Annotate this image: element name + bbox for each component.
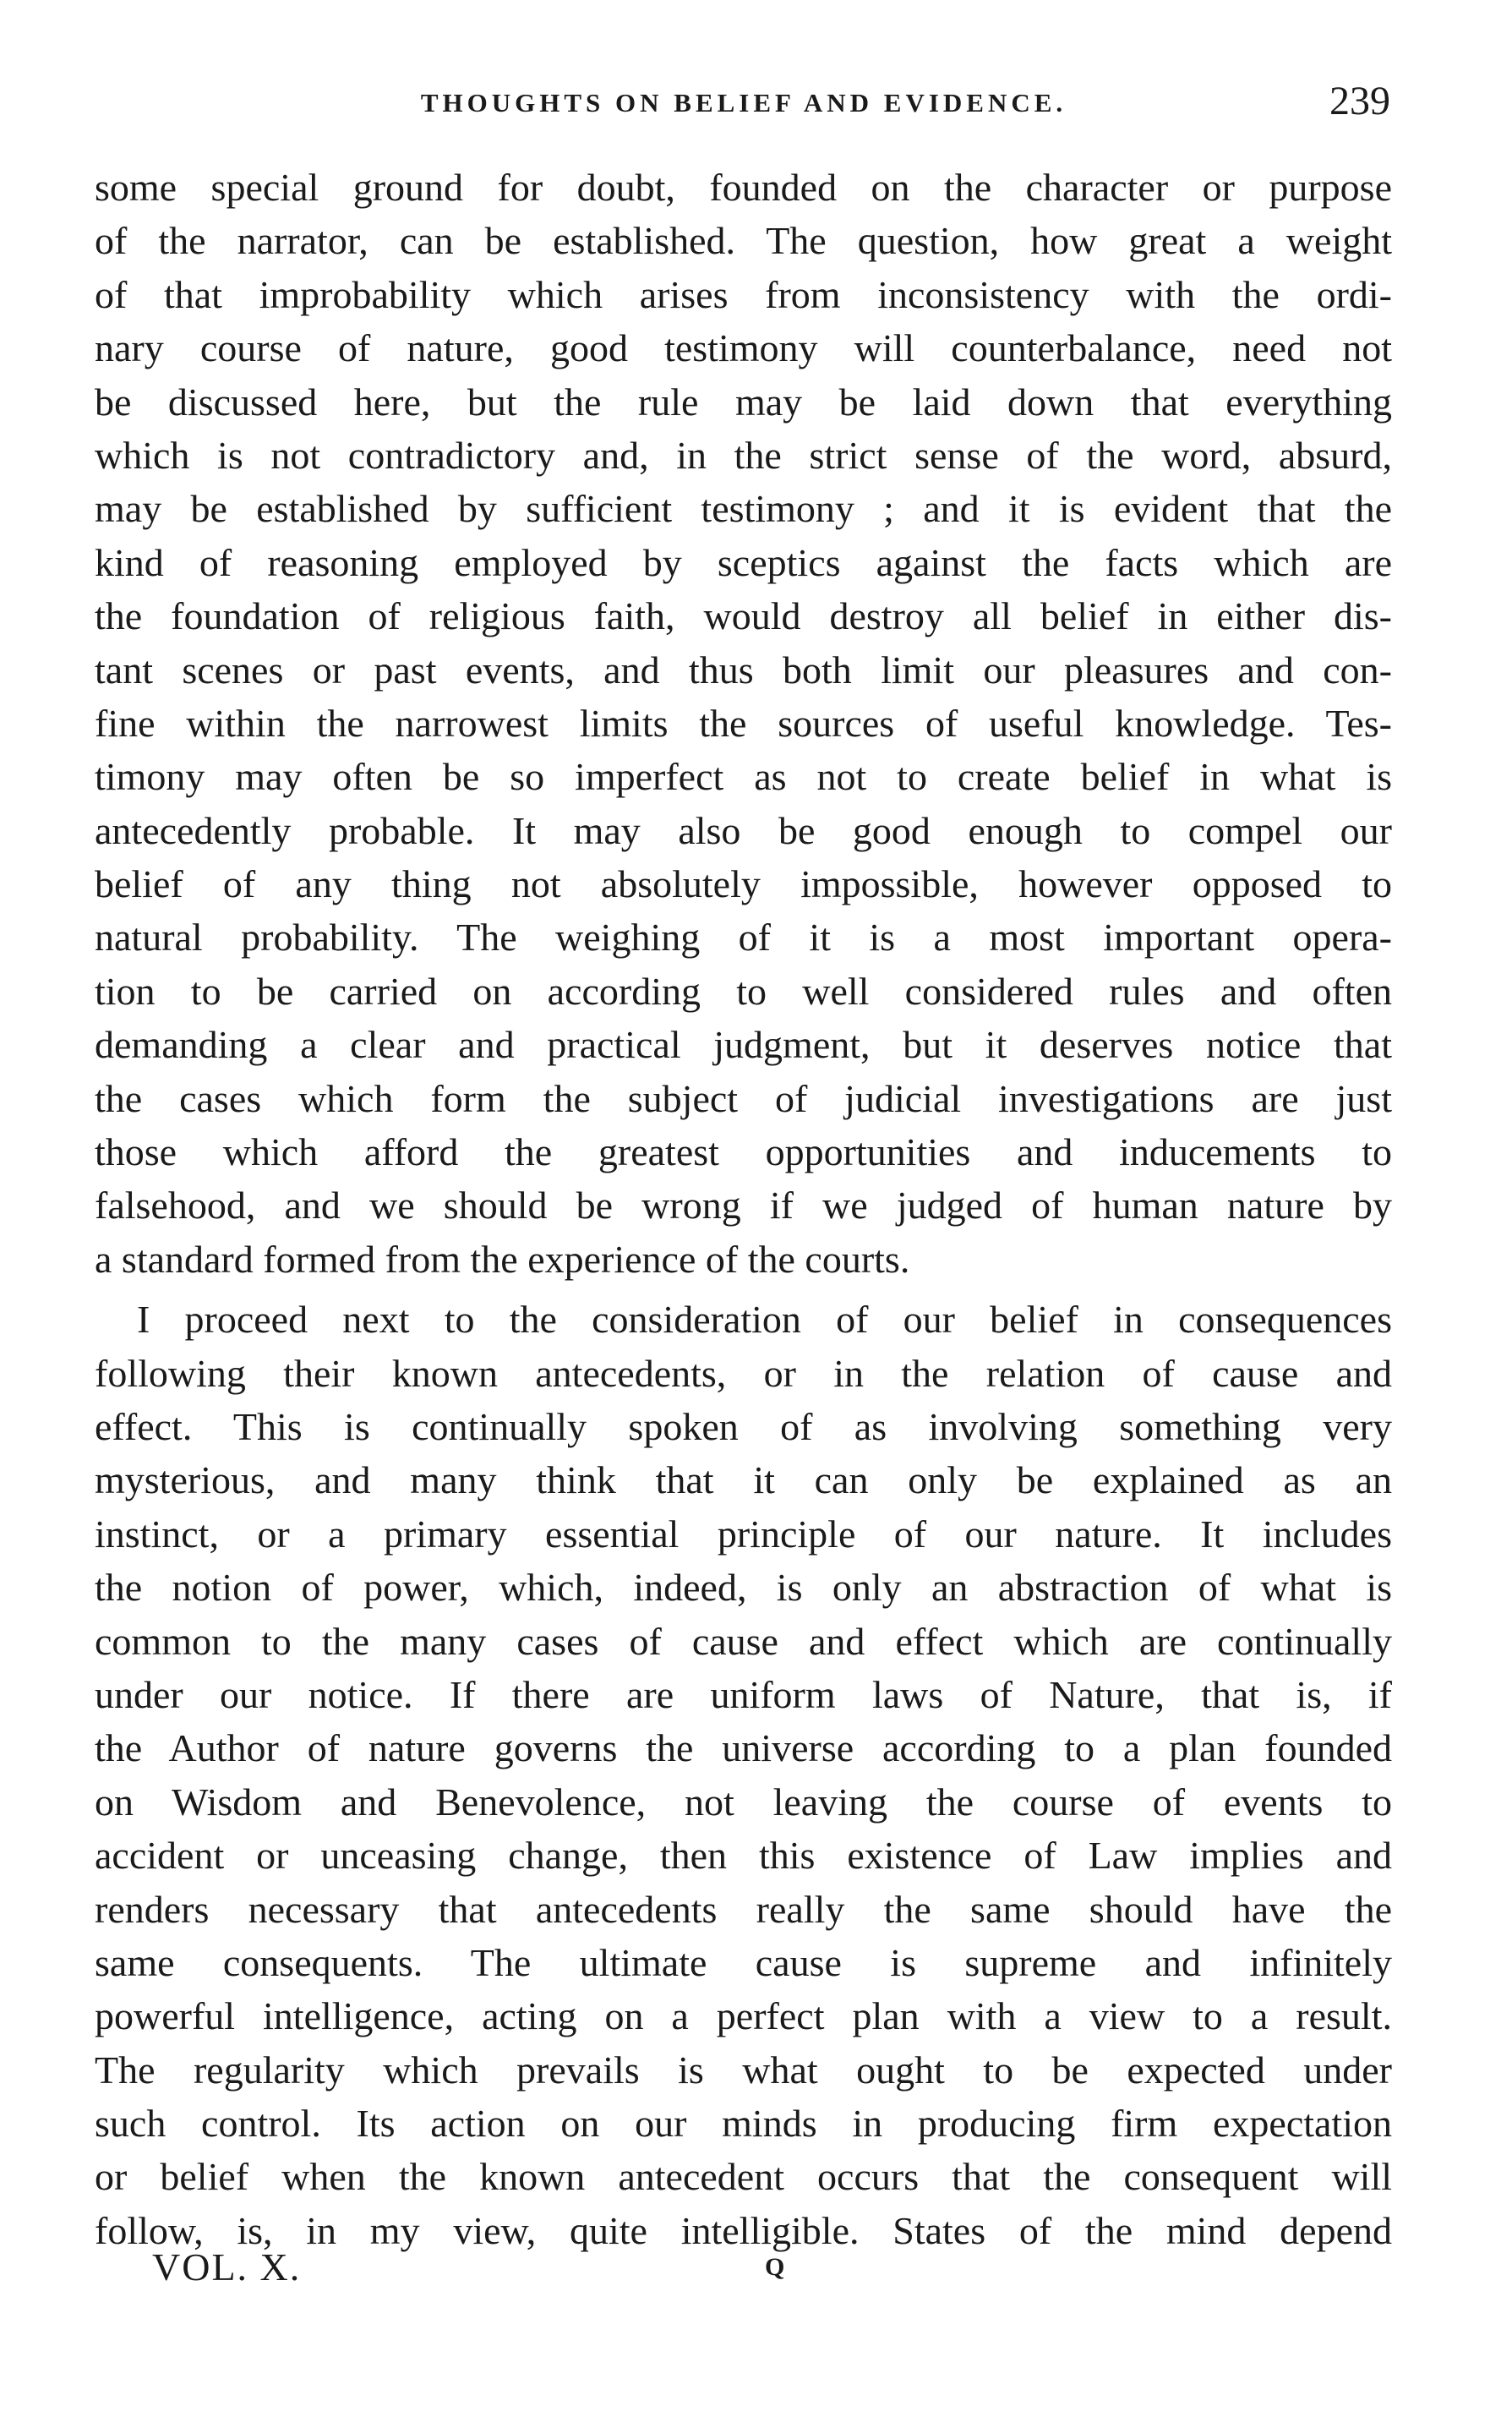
running-head [97, 78, 1390, 137]
text-line: natural probability. The weighing of it is a most important opera- [95, 916, 1392, 960]
text-line: or belief when the known antecedent occurs that the consequent will [95, 2155, 1392, 2199]
text-line: falsehood, and we should be wrong if we judged of human nature by [95, 1184, 1392, 1228]
text-line: of that improbability which arises from inconsistency with the ordi- [95, 272, 1392, 316]
text-line: accident or unceasing change, then this existence of Law implies and [95, 1834, 1392, 1878]
text-line: the Author of nature governs the universe according to a plan founded [95, 1726, 1392, 1770]
paragraph-2 [95, 1293, 1392, 2257]
text-line: the foundation of religious faith, would destroy all belief in either dis- [95, 594, 1392, 638]
text-line: which is not contradictory and, in the strict sense of the word, absurd, [95, 433, 1392, 477]
text-line: such control. Its action on our minds in producing firm expectation [95, 2102, 1392, 2146]
text-line: nary course of nature, good testimony will counterbalance, need not [95, 326, 1392, 370]
text-line: the notion of power, which, indeed, is only an abstraction of what is [95, 1566, 1392, 1610]
text-line: kind of reasoning employed by sceptics against the facts which are [95, 540, 1392, 584]
text-line: some special ground for doubt, founded on the character or purpose [95, 166, 1392, 209]
text-line: fine within the narrowest limits the sources of useful knowledge. Tes- [95, 701, 1392, 745]
text-line: the cases which form the subject of judicial investigations are just [95, 1076, 1392, 1120]
text-line: tion to be carried on according to well considered rules and often [95, 969, 1392, 1013]
text-line: of the narrator, can be established. The question, how great a weight [95, 219, 1392, 263]
page-footer [144, 2245, 1327, 2304]
text-line: belief of any thing not absolutely impossible, however opposed to [95, 862, 1392, 906]
volume-label: VOL. X. [152, 2245, 302, 2288]
text-line: tant scenes or past events, and thus both limit our pleasures and con- [95, 648, 1392, 692]
text-line: effect. This is continually spoken of as involving something very [95, 1404, 1392, 1448]
signature-mark: Q [765, 2253, 785, 2281]
text-line: following their known antecedents, or in the relation of cause and [95, 1351, 1392, 1395]
text-line: powerful intelligence, acting on a perfect plan with a view to a result. [95, 1994, 1392, 2038]
text-line: antecedently probable. It may also be good enough to compel our [95, 808, 1392, 852]
text-line: follow, is, in my view, quite intelligible. States of the mind depend [95, 2208, 1392, 2252]
text-line: renders necessary that antecedents really the same should have the [95, 1887, 1392, 1931]
page-number: 239 [1329, 79, 1390, 123]
text-line: under our notice. If there are uniform laws of Nature, that is, if [95, 1672, 1392, 1716]
text-line: demanding a clear and practical judgment, but it deserves notice that [95, 1023, 1392, 1067]
running-title: THOUGHTS ON BELIEF AND EVIDENCE. [420, 88, 1067, 118]
paragraph-1 [95, 161, 1392, 1286]
text-line: be discussed here, but the rule may be laid down that everything [95, 380, 1392, 424]
text-line: instinct, or a primary essential principle of our nature. It includes [95, 1512, 1392, 1556]
text-line: common to the many cases of cause and effect which are continually [95, 1619, 1392, 1663]
text-line: mysterious, and many think that it can only be explained as an [95, 1458, 1392, 1502]
paragraph-gap [95, 1286, 1392, 1293]
text-line: on Wisdom and Benevolence, not leaving the course of events to [95, 1780, 1392, 1824]
text-line: The regularity which prevails is what ought to be expected under [95, 2048, 1392, 2092]
text-line: may be established by sufficient testimony ; and it is evident that the [95, 487, 1392, 531]
text-line: I proceed next to the consideration of our belief in consequences [137, 1298, 1392, 1342]
text-line: same consequents. The ultimate cause is supreme and infinitely [95, 1940, 1392, 1984]
body-text [95, 161, 1392, 2257]
text-line: timony may often be so imperfect as not to create belief in what is [95, 755, 1392, 799]
text-line: a standard formed from the experience of the courts. [95, 1237, 910, 1281]
text-line: those which afford the greatest opportunities and inducements to [95, 1130, 1392, 1174]
